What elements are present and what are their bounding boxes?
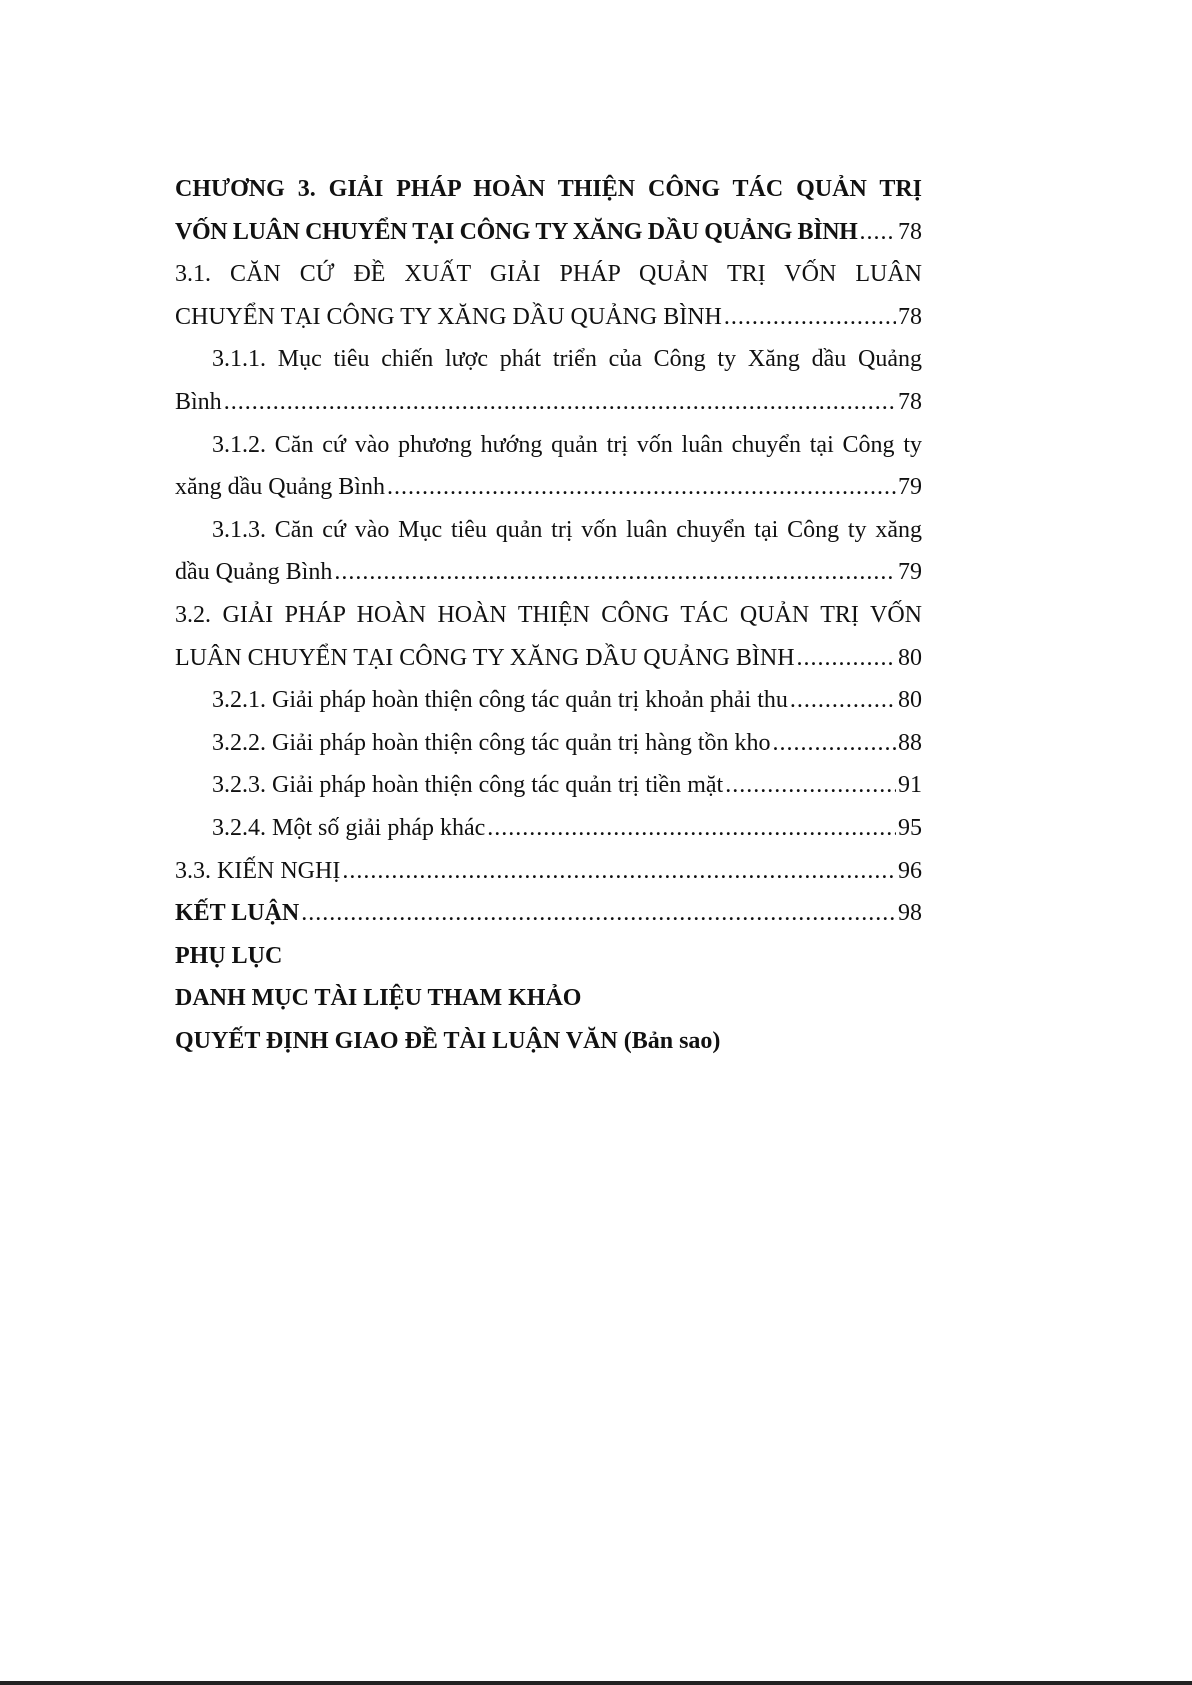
dot-leader [797,637,896,680]
toc-entry-quyet-dinh: QUYẾT ĐỊNH GIAO ĐỀ TÀI LUẬN VĂN (Bản sao) [175,1027,721,1054]
dot-leader [387,466,896,509]
toc-entry-chapter-3-line-2 [175,211,922,254]
toc-entry-3-1-3-line-2 [175,551,922,594]
toc-entry-text: KẾT LUẬN [175,900,300,927]
toc-page-number: 79 [898,559,922,586]
toc-entry-3-1-2-line-2 [175,466,922,509]
toc-entry-text: xăng dầu Quảng Bình [175,474,385,501]
toc-page-number: 80 [898,687,922,714]
toc-page-number: 91 [898,772,922,799]
toc-entry-chapter-3-line-1: CHƯƠNG 3. GIẢI PHÁP HOÀN THIỆN CÔNG TÁC QUẢN TRỊ [175,176,922,202]
toc-entry-text: 3.2.3. Giải pháp hoàn thiện công tác quản trị tiền mặt [212,772,724,799]
toc-entry-3-2-line-2 [175,637,922,680]
toc-entry-3-1-1-line-1: 3.1.1. Mục tiêu chiến lược phát triển của Công ty Xăng dầu Quảng [212,346,922,373]
toc-entry-text: Bình [175,388,222,415]
toc-entry-text: LUÂN CHUYỂN TẠI CÔNG TY XĂNG DẦU QUẢNG BÌNH [175,644,795,671]
toc-entry-phu-luc: PHỤ LỤC [175,942,283,969]
toc-entry-ket-luan [175,892,922,935]
toc-entry-3-2-4 [175,807,922,850]
dot-leader [724,296,896,339]
toc-entry-3-1-line-2 [175,296,922,339]
toc-entry-3-1-2-line-1: 3.1.2. Căn cứ vào phương hướng quản trị vốn luân chuyển tại Công ty [212,431,922,458]
dot-leader [725,764,896,807]
toc-entry-text: CHUYỂN TẠI CÔNG TY XĂNG DẦU QUẢNG BÌNH [175,303,722,330]
toc-entry-3-3 [175,850,922,893]
table-of-contents [175,168,922,1062]
toc-page-number: 95 [898,814,922,841]
toc-page-number: 78 [898,388,922,415]
toc-entry-text: 3.2.1. Giải pháp hoàn thiện công tác quản trị khoản phải thu [212,687,788,714]
dot-leader [773,722,896,765]
toc-page-number: 80 [898,644,922,671]
toc-page-number: 96 [898,857,922,884]
toc-page-number: 88 [898,729,922,756]
toc-entry-3-1-line-1: 3.1. CĂN CỨ ĐỀ XUẤT GIẢI PHÁP QUẢN TRỊ VỐN LUÂN [175,261,922,288]
dot-leader [224,381,896,424]
dot-leader [334,551,896,594]
toc-page-number: 78 [898,218,922,245]
toc-entry-text: dầu Quảng Bình [175,559,333,586]
page-bottom-edge [0,1681,1192,1685]
toc-entry-text: VỐN LUÂN CHUYỂN TẠI CÔNG TY XĂNG DẦU QUẢNG BÌNH [175,218,858,245]
toc-page-number: 98 [898,900,922,927]
toc-entry-3-1-3-line-1: 3.1.3. Căn cứ vào Mục tiêu quản trị vốn luân chuyển tại Công ty xăng [212,516,922,543]
toc-entry-text: 3.3. KIẾN NGHỊ [175,857,341,884]
dot-leader [342,850,896,893]
toc-entry-tai-lieu-tham-khao: DANH MỤC TÀI LIỆU THAM KHẢO [175,985,582,1012]
toc-entry-text: 3.2.4. Một số giải pháp khác [212,814,486,841]
toc-entry-3-2-3 [175,764,922,807]
toc-page-number: 78 [898,303,922,330]
toc-page-number: 79 [898,474,922,501]
dot-leader [860,211,897,254]
dot-leader [790,679,896,722]
toc-entry-text: 3.2.2. Giải pháp hoàn thiện công tác quản trị hàng tồn kho [212,729,771,756]
toc-entry-3-2-line-1: 3.2. GIẢI PHÁP HOÀN HOÀN THIỆN CÔNG TÁC QUẢN TRỊ VỐN [175,601,922,628]
toc-entry-3-1-1-line-2 [175,381,922,424]
toc-entry-3-2-1 [175,679,922,722]
dot-leader [301,892,896,935]
dot-leader [487,807,896,850]
toc-entry-3-2-2 [175,722,922,765]
